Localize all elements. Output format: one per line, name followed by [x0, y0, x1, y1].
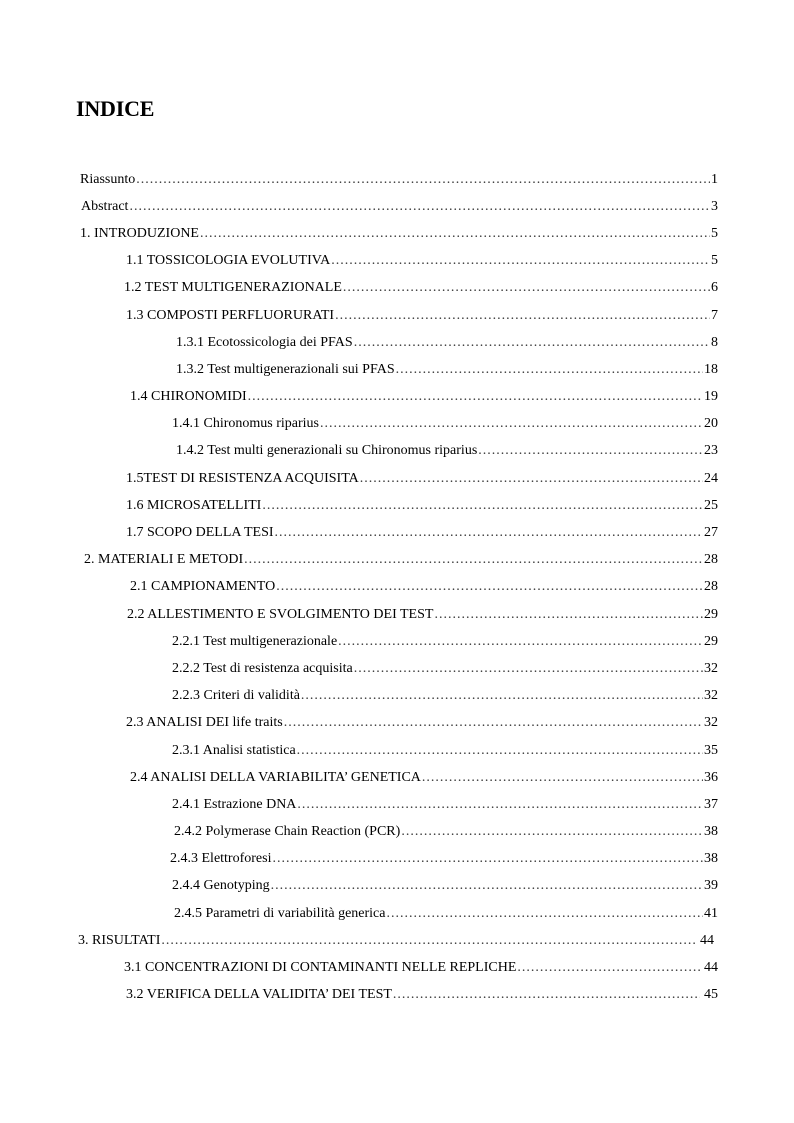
toc-entry-abstract[interactable]: [0, 193, 794, 220]
toc-entry-page: 38: [704, 824, 718, 840]
toc-entry-page: 38: [704, 851, 718, 867]
toc-entry-2-3-1[interactable]: [0, 737, 794, 764]
toc-entry-3-2[interactable]: [0, 982, 794, 1009]
dot-leader: [335, 308, 710, 324]
dot-leader: [272, 851, 703, 867]
toc-entry-label: 2.4.1 Estrazione DNA: [172, 796, 297, 812]
dot-leader: [396, 362, 703, 378]
toc-entry-label: 3. RISULTATI: [78, 932, 161, 948]
dot-leader: [262, 498, 703, 514]
dot-leader: [301, 688, 703, 704]
toc-entry-2-2-2[interactable]: [0, 655, 794, 682]
dot-leader: [338, 634, 703, 650]
toc-entry-page: 32: [704, 715, 718, 731]
dot-leader: [297, 797, 703, 813]
dot-leader: [393, 987, 700, 1003]
dot-leader: [478, 443, 703, 459]
toc-entry-page: 3: [711, 198, 718, 214]
toc-entry-label: Riassunto: [80, 171, 136, 187]
toc-entry-1-3-1[interactable]: [0, 329, 794, 356]
dot-leader: [284, 715, 703, 731]
toc-entry-page: 23: [704, 443, 718, 459]
dot-leader: [248, 389, 703, 405]
toc-entry-2-4-1[interactable]: [0, 791, 794, 818]
toc-entry-label: 2.1 CAMPIONAMENTO: [130, 579, 276, 595]
toc-entry-page: 29: [704, 606, 718, 622]
toc-entry-2-4-3[interactable]: [0, 846, 794, 873]
toc-entry-label: 2.4.2 Polymerase Chain Reaction (PCR): [174, 824, 401, 840]
toc-entry-page: 39: [704, 878, 718, 894]
toc-entry-page: 32: [704, 660, 718, 676]
toc-entry-2-2[interactable]: [0, 601, 794, 628]
toc-entry-page: 28: [704, 552, 718, 568]
toc-entry-1-4-1[interactable]: [0, 411, 794, 438]
toc-entry-page: 18: [704, 361, 718, 377]
toc-entry-page: 36: [704, 769, 718, 785]
toc-entry-3-1[interactable]: [0, 954, 794, 981]
dot-leader: [271, 878, 703, 894]
dot-leader: [517, 960, 699, 976]
dot-leader: [320, 416, 703, 432]
toc-entry-label: 1.3.2 Test multigenerazionali sui PFAS: [176, 361, 395, 377]
toc-entry-label: 1.3.1 Ecotossicologia dei PFAS: [176, 334, 353, 350]
toc-entry-2-2-3[interactable]: [0, 683, 794, 710]
toc-entry-label: 2.2.2 Test di resistenza acquisita: [172, 660, 353, 676]
toc-entry-label: 3.1 CONCENTRAZIONI DI CONTAMINANTI NELLE REPLICHE: [124, 960, 517, 976]
dot-leader: [401, 824, 703, 840]
toc-entry-page: 28: [704, 579, 718, 595]
toc-entry-page: 8: [711, 334, 718, 350]
toc-entry-2-4[interactable]: [0, 764, 794, 791]
toc-entry-2-1[interactable]: [0, 574, 794, 601]
dot-leader: [360, 471, 703, 487]
toc-entry-materiali-e-metodi[interactable]: [0, 547, 794, 574]
toc-entry-label: 1.5TEST DI RESISTENZA ACQUISITA: [126, 470, 359, 486]
toc-entry-1-3[interactable]: [0, 302, 794, 329]
dot-leader: [422, 770, 703, 786]
toc-entry-page: 5: [711, 225, 718, 241]
toc-entry-label: Abstract: [81, 198, 129, 214]
dot-leader: [136, 172, 710, 188]
toc-entry-label: 1.1 TOSSICOLOGIA EVOLUTIVA: [126, 253, 331, 269]
toc-entry-page: 44: [704, 960, 718, 976]
toc-entry-label: 1.2 TEST MULTIGENERAZIONALE: [124, 280, 342, 296]
dot-leader: [386, 906, 703, 922]
toc-entry-2-4-2[interactable]: [0, 819, 794, 846]
dot-leader: [434, 607, 703, 623]
toc-entry-page: 20: [704, 416, 718, 432]
dot-leader: [244, 552, 703, 568]
toc-entry-label: 2.4.4 Genotyping: [172, 878, 270, 894]
toc-entry-1-3-2[interactable]: [0, 356, 794, 383]
toc-entry-label: 1.6 MICROSATELLITI: [126, 497, 262, 513]
toc-entry-label: 2. MATERIALI E METODI: [84, 552, 244, 568]
toc-entry-label: 2.3.1 Analisi statistica: [172, 742, 296, 758]
dot-leader: [161, 933, 695, 949]
toc-entry-1-6[interactable]: [0, 492, 794, 519]
toc-entry-label: 1.3 COMPOSTI PERFLUORURATI: [126, 307, 335, 323]
table-of-contents: [0, 166, 794, 1009]
toc-entry-page: 25: [704, 497, 718, 513]
toc-entry-label: 2.3 ANALISI DEI life traits: [126, 715, 283, 731]
toc-entry-label: 2.2 ALLESTIMENTO E SVOLGIMENTO DEI TEST: [127, 606, 434, 622]
dot-leader: [200, 226, 710, 242]
toc-entry-page: 44: [700, 932, 714, 948]
toc-entry-1-7[interactable]: [0, 519, 794, 546]
toc-entry-label: 2.4.3 Elettroforesi: [170, 851, 272, 867]
toc-entry-page: 41: [704, 905, 718, 921]
dot-leader: [354, 335, 710, 351]
toc-entry-label: 1.4.1 Chironomus riparius: [172, 416, 319, 432]
dot-leader: [129, 199, 710, 215]
toc-entry-2-3[interactable]: [0, 710, 794, 737]
toc-entry-label: 2.2.3 Criteri di validità: [172, 688, 300, 704]
toc-entry-1-5[interactable]: [0, 465, 794, 492]
toc-entry-2-2-1[interactable]: [0, 628, 794, 655]
toc-entry-label: 2.4 ANALISI DELLA VARIABILITA’ GENETICA: [130, 769, 421, 785]
page-title: INDICE: [76, 96, 155, 121]
toc-entry-1-4[interactable]: [0, 384, 794, 411]
toc-entry-introduzione[interactable]: [0, 220, 794, 247]
toc-entry-page: 6: [711, 280, 718, 296]
toc-entry-page: 7: [711, 307, 718, 323]
dot-leader: [354, 661, 703, 677]
toc-entry-page: 5: [711, 253, 718, 269]
toc-entry-label: 1.4 CHIRONOMIDI: [130, 389, 247, 405]
dot-leader: [331, 253, 710, 269]
toc-entry-1-4-2[interactable]: [0, 438, 794, 465]
toc-entry-page: 24: [704, 470, 718, 486]
toc-entry-label: 1.4.2 Test multi generazionali su Chironomus riparius: [176, 443, 478, 459]
toc-entry-label: 2.4.5 Parametri di variabilità generica: [174, 905, 386, 921]
toc-entry-page: 19: [704, 389, 718, 405]
dot-leader: [297, 743, 703, 759]
toc-entry-page: 27: [704, 525, 718, 541]
toc-entry-page: 1: [711, 171, 718, 187]
toc-entry-page: 37: [704, 796, 718, 812]
dot-leader: [276, 579, 703, 595]
toc-entry-label: 1.7 SCOPO DELLA TESI: [126, 525, 274, 541]
toc-entry-page: 35: [704, 742, 718, 758]
toc-entry-2-4-4[interactable]: [0, 873, 794, 900]
toc-entry-label: 2.2.1 Test multigenerazionale: [172, 633, 338, 649]
toc-entry-page: 32: [704, 688, 718, 704]
toc-entry-2-4-5[interactable]: [0, 900, 794, 927]
dot-leader: [343, 280, 710, 296]
dot-leader: [275, 525, 703, 541]
toc-entry-risultati[interactable]: [0, 927, 794, 954]
toc-entry-page: 29: [704, 633, 718, 649]
toc-entry-label: 3.2 VERIFICA DELLA VALIDITA’ DEI TEST: [126, 987, 392, 1003]
toc-entry-label: 1. INTRODUZIONE: [80, 225, 199, 241]
toc-entry-1-2[interactable]: [0, 275, 794, 302]
toc-entry-1-1[interactable]: [0, 248, 794, 275]
toc-entry-page: 45: [704, 987, 718, 1003]
toc-entry-riassunto[interactable]: [0, 166, 794, 193]
